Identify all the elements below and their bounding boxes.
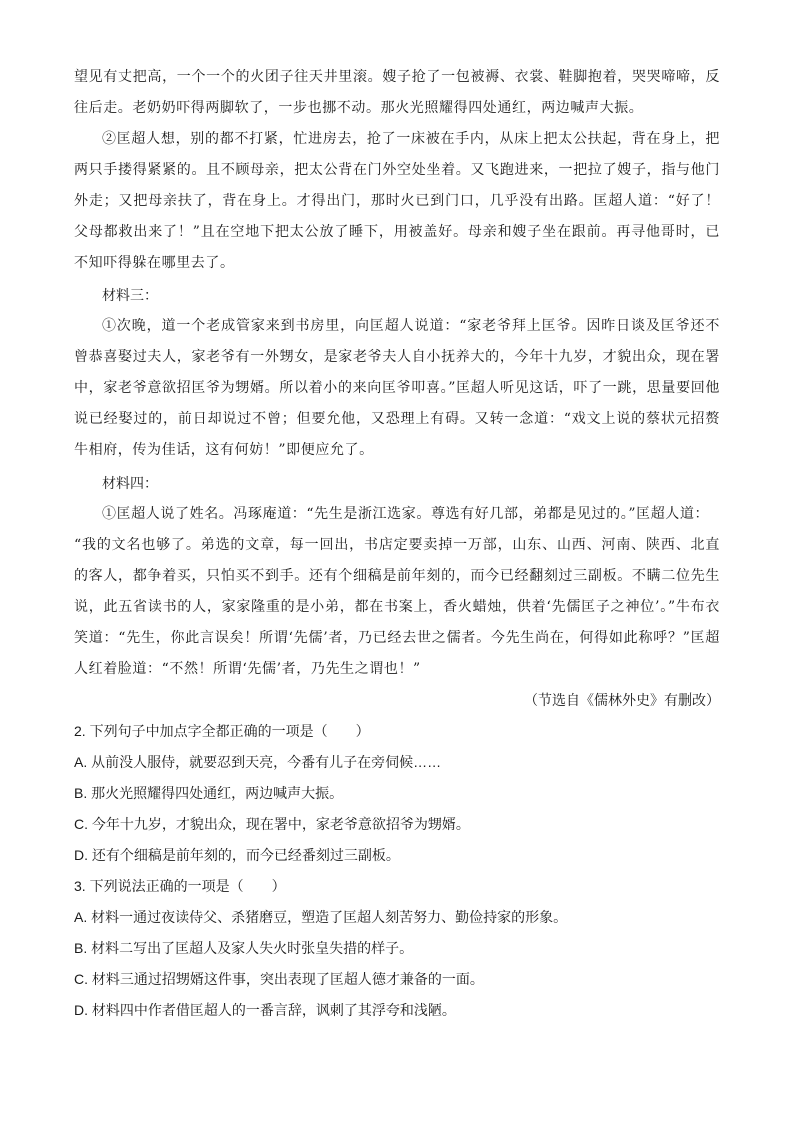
question-3-stem: 3. 下列说法正确的一项是（ ） <box>74 878 286 894</box>
material-4-paragraph: “我的文名也够了。弟选的文章，每一回出，书店定要卖掉一万部，山东、山西、河南、陕西、北直的客人，都争着买，只怕买不到手。还有个细稿是前年刻的，而今已经翻刻过三副板。不瞒二位先生说，此五省读书的人，家家隆重的是小弟，都在书案上，香火蜡烛，供着‘先儒匡子之神位’。”牛布衣笑道：“先生，你此言误矣！所谓‘先儒’者，乃已经去世之儒者。今先生尚在，何得如此称呼？”匡超人红着脸道：“不然！所谓‘先儒’者，乃先生之谓也！” <box>74 537 720 677</box>
material-4-paragraph-first-line: ①匡超人说了姓名。冯琢庵道：“先生是浙江选家。尊选有好几部，弟都是见过的。”匡超人道： <box>102 506 710 522</box>
question-3-option-c[interactable]: C. 材料三通过招甥婿这件事，突出表现了匡超人德才兼备的一面。 <box>74 971 484 987</box>
material-3-heading: 材料三： <box>102 288 158 304</box>
question-2-stem: 2. 下列句子中加点字全都正确的一项是（ ） <box>74 723 370 739</box>
passage-fire-paragraph-2: ②匡超人想，别的都不打紧，忙进房去，抢了一床被在手内，从床上把太公扶起，背在身上，把两只手搂得紧紧的。且不顾母亲，把太公背在门外空处坐着。又飞跑进来，一把拉了嫂子，指与他门外走；又把母亲扶了，背在身上。才得出门，那时火已到门口，几乎没有出路。匡超人道：“好了！父母都救出来了！”且在空地下把太公放了睡下，用被盖好。母亲和嫂子坐在跟前。再寻他哥时，已不知吓得躲在哪里去了。 <box>74 131 720 271</box>
question-2-option-d[interactable]: D. 还有个细稿是前年刻的，而今已经番刻过三副板。 <box>74 847 400 863</box>
material-3-paragraph: ①次晚，道一个老成管家来到书房里，向匡超人说道：“家老爷拜上匡爷。因昨日谈及匡爷还不曾恭喜娶过夫人，家老爷有一外甥女，是家老爷夫人自小抚养大的，今年十九岁，才貌出众，现在署中，家老爷意欲招匡爷为甥婿。所以着小的来向匡爷叩喜。”匡超人听见这话，吓了一跳，思量要回他说已经娶过的，前日却说过不曾；但要允他，又恐理上有碍。又转一念道：“戏文上说的蔡状元招赘牛相府，传为佳话，这有何妨！”即便应允了。 <box>74 318 720 458</box>
source-citation: （节选自《儒林外史》有删改） <box>524 692 720 708</box>
material-4-heading: 材料四： <box>102 476 158 492</box>
passage-fire-continued: 望见有丈把高，一个一个的火团子往天井里滚。嫂子抢了一包被褥、衣裳、鞋脚抱着，哭哭啼啼，反往后走。老奶奶吓得两脚软了，一步也挪不动。那火光照耀得四处通红，两边喊声大振。 <box>74 69 720 116</box>
question-2-option-b[interactable]: B. 那火光照耀得四处通红，两边喊声大振。 <box>74 785 344 801</box>
question-2-option-c[interactable]: C. 今年十九岁，才貌出众，现在署中，家老爷意欲招爷为甥婿。 <box>74 816 470 832</box>
question-3-option-b[interactable]: B. 材料二写出了匡超人及家人失火时张皇失措的样子。 <box>74 940 414 956</box>
question-3-option-a[interactable]: A. 材料一通过夜读侍父、杀猪磨豆，塑造了匡超人刻苦努力、勤俭持家的形象。 <box>74 909 568 925</box>
question-2-option-a[interactable]: A. 从前没人服侍，就要忍到天亮，今番有儿子在旁伺候…… <box>74 754 442 770</box>
question-3-option-d[interactable]: D. 材料四中作者借匡超人的一番言辞，讽刺了其浮夸和浅陋。 <box>74 1002 456 1018</box>
